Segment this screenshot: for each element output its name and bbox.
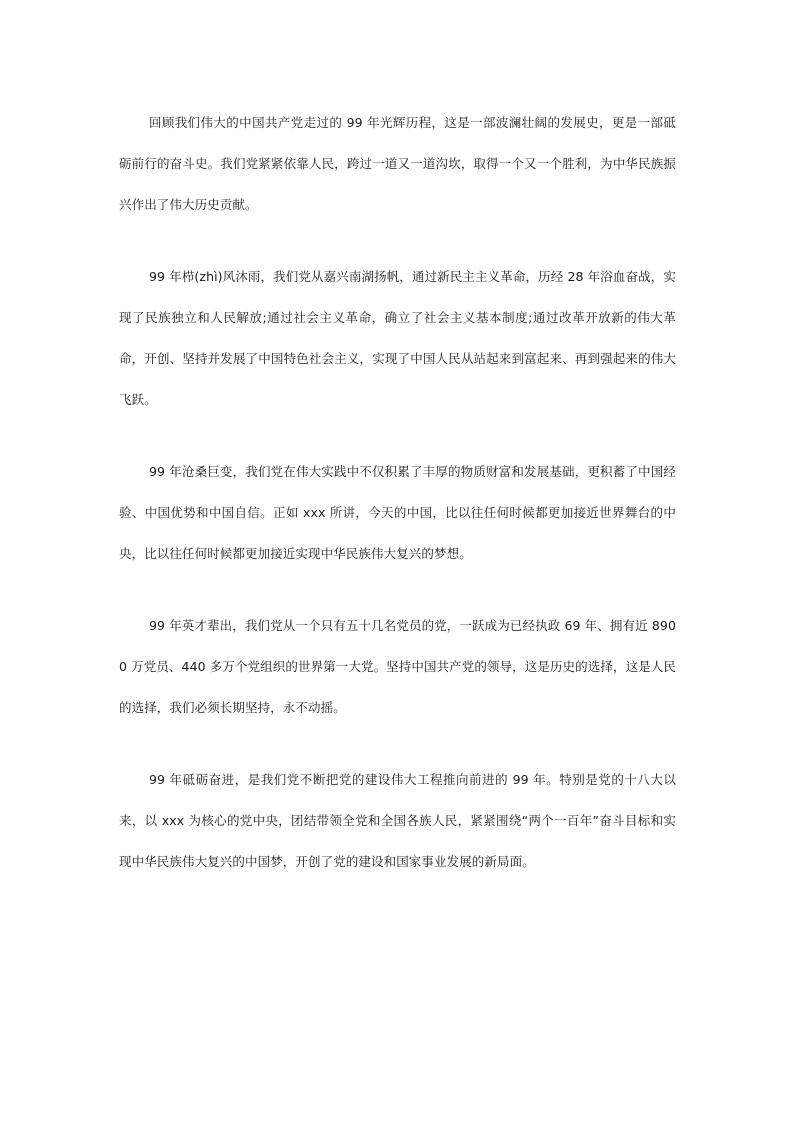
- document-body: [119, 102, 676, 913]
- paragraph-1: 回顾我们伟大的中国共产党走过的 99 年光辉历程，这是一部波澜壮阔的发展史，更是一部砥砺前行的奋斗史。我们党紧紧依靠人民，跨过一道又一道沟坎，取得一个又一个胜利，为中华民族振兴作出了伟大历史贡献。: [119, 115, 676, 212]
- paragraph-3: 99 年沧桑巨变，我们党在伟大实践中不仅积累了丰厚的物质财富和发展基础，更积蓄了中国经验、中国优势和中国自信。正如 xxx 所讲，今天的中国，比以往任何时候都更加接近世界舞台的中央，比以往任何时候都更加接近实现中华民族伟大复兴的梦想。: [119, 464, 676, 561]
- paragraph-2: 99 年栉(zhì)风沐雨，我们党从嘉兴南湖扬帆，通过新民主主义革命，历经 28 年浴血奋战，实现了民族独立和人民解放;通过社会主义革命，确立了社会主义基本制度;通过改革开放新的伟大革命，开创、坚持并发展了中国特色社会主义，实现了中国人民从站起来到富起来、再到强起来的伟大飞跃。: [119, 269, 676, 407]
- paragraph-4: 99 年英才辈出，我们党从一个只有五十几名党员的党，一跃成为已经执政 69 年、拥有近 8900 万党员、440 多万个党组织的世界第一大党。坚持中国共产党的领导，这是历史的选择，这是人民的选择，我们必须长期坚持，永不动摇。: [119, 618, 676, 715]
- paragraph-5: 99 年砥砺奋进，是我们党不断把党的建设伟大工程推向前进的 99 年。特别是党的十八大以来，以 xxx 为核心的党中央，团结带领全党和全国各族人民，紧紧围绕“两个一百年”奋斗目标和实现中华民族伟大复兴的中国梦，开创了党的建设和国家事业发展的新局面。: [119, 772, 676, 869]
